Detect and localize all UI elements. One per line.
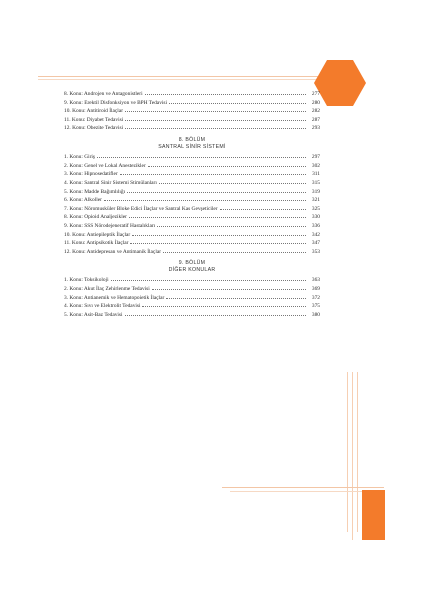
hexagon-ornament: [314, 60, 366, 106]
toc-entry[interactable]: [64, 239, 320, 248]
toc-entry-label: 10. Konu: Antitiroid İlaçlar: [64, 108, 123, 115]
toc-entry-page: 325: [311, 205, 320, 212]
header-rule-line-secondary: [38, 79, 318, 80]
leader-dots: [125, 124, 306, 129]
toc-entry-label: 2. Konu: Akut İlaç Zehirlenme Tedavisi: [64, 286, 150, 293]
toc-entry-label: 4. Konu: Sıvı ve Elektrolit Tedavisi: [64, 303, 141, 310]
toc-entry-label: 10. Konu: Antiepileptik İlaçlar: [64, 231, 131, 238]
toc-entry-label: 6. Konu: Alkoller: [64, 197, 102, 204]
orange-corner-block: [362, 490, 385, 540]
leader-dots: [127, 188, 306, 193]
toc-entry[interactable]: [64, 170, 320, 179]
toc-entry[interactable]: [64, 99, 320, 108]
toc-entry-page: 319: [311, 188, 320, 195]
toc-entry-page: 287: [311, 116, 320, 123]
toc-entry[interactable]: [64, 90, 320, 99]
table-of-contents: [64, 90, 320, 319]
toc-section-ssn: [64, 137, 320, 256]
leader-dots: [125, 311, 306, 316]
leader-dots: [152, 285, 306, 290]
toc-entry[interactable]: [64, 116, 320, 125]
leader-dots: [145, 90, 306, 95]
leader-dots: [120, 170, 306, 175]
leader-dots: [169, 99, 306, 104]
toc-entry[interactable]: [64, 196, 320, 205]
leader-dots: [220, 205, 306, 210]
footer-rule-line-secondary: [230, 491, 380, 492]
leader-dots: [148, 162, 306, 167]
chapter-title: DİĞER KONULAR: [168, 266, 216, 273]
toc-entry[interactable]: [64, 248, 320, 257]
decorative-vertical-line: [352, 372, 353, 540]
toc-entry-label: 4. Konu: Santral Sinir Sistemi Stimülanları: [64, 179, 157, 186]
leader-dots: [125, 116, 306, 121]
toc-entry-page: 280: [311, 99, 320, 106]
leader-dots: [166, 294, 306, 299]
toc-entry[interactable]: [64, 222, 320, 231]
leader-dots: [104, 196, 306, 201]
leader-dots: [97, 153, 306, 158]
toc-entry-page: 342: [311, 231, 320, 238]
toc-entry-page: 353: [311, 248, 320, 255]
toc-entry[interactable]: [64, 153, 320, 162]
toc-entry-page: 347: [311, 240, 320, 247]
toc-entry[interactable]: [64, 124, 320, 133]
leader-dots: [125, 107, 306, 112]
toc-entry-page: 315: [311, 179, 320, 186]
toc-entry-page: 282: [311, 108, 320, 115]
leader-dots: [163, 248, 306, 253]
toc-entry-label: 3. Konu: Antianemik ve Hematopoietik İlaçlar: [64, 294, 165, 301]
toc-entry[interactable]: [64, 231, 320, 240]
toc-entry-label: 9. Konu: Erektil Disfonksiyon ve BPH Tedavisi: [64, 99, 167, 106]
toc-entry-label: 5. Konu: Madde Bağımlılığı: [64, 188, 126, 195]
decorative-vertical-line: [357, 372, 358, 532]
toc-entry-label: 5. Konu: Asit-Baz Tedavisi: [64, 311, 123, 318]
toc-entry[interactable]: [64, 205, 320, 214]
toc-entry-label: 3. Konu: Hipnosedatifler: [64, 171, 118, 178]
toc-entry[interactable]: [64, 162, 320, 171]
toc-entry[interactable]: [64, 311, 320, 320]
toc-entry[interactable]: [64, 302, 320, 311]
toc-entry-label: 12. Konu: Obezite Tedavisi: [64, 125, 124, 132]
toc-entry-label: 8. Konu: Androjen ve Antagonistleri: [64, 91, 143, 97]
footer-rule-line: [222, 487, 384, 488]
leader-dots: [129, 213, 306, 218]
toc-entry-page: 321: [311, 197, 320, 204]
toc-entry-page: 369: [311, 286, 320, 293]
toc-entry-page: 297: [311, 154, 320, 161]
toc-entry[interactable]: [64, 107, 320, 116]
leader-dots: [111, 276, 306, 281]
toc-intro-list: [64, 90, 320, 133]
leader-dots: [130, 239, 306, 244]
toc-entry[interactable]: [64, 285, 320, 294]
toc-entry-label: 11. Konu: Antipsikotik İlaçlar: [64, 240, 129, 247]
leader-dots: [132, 231, 306, 236]
chapter-title: SANTRAL SİNİR SİSTEMİ: [158, 143, 226, 150]
toc-entry-label: 12. Konu: Antidepresan ve Antimanik İlaçlar: [64, 248, 162, 255]
toc-entry[interactable]: [64, 213, 320, 222]
toc-entry-page: 380: [311, 311, 320, 318]
toc-entry-page: 330: [311, 214, 320, 221]
toc-entry-label: 9. Konu: SSS Nörodejeneratif Hastalıkları: [64, 222, 156, 229]
toc-entry-page: 363: [311, 277, 320, 284]
toc-entry-page: 277: [311, 91, 320, 97]
toc-entry-page: 375: [311, 303, 320, 310]
toc-entry-label: 1. Konu: Toksikoloji: [64, 277, 109, 284]
toc-entry-label: 11. Konu: Diyabet Tedavisi: [64, 116, 124, 123]
toc-entry-page: 302: [311, 162, 320, 169]
toc-entry-label: 8. Konu: Opioid Analjezikler: [64, 214, 127, 221]
toc-entry-page: 293: [311, 125, 320, 132]
toc-entry[interactable]: [64, 179, 320, 188]
leader-dots: [142, 302, 306, 307]
toc-entry[interactable]: [64, 188, 320, 197]
header-rule-line: [38, 76, 326, 77]
leader-dots: [157, 222, 306, 227]
toc-entry-label: 7. Konu: Nöromusküler Bloke Edici İlaçlar ve Santral Kas Gevşeticiler: [64, 205, 218, 212]
chapter-heading: 8. BÖLÜM: [178, 136, 206, 143]
toc-section-other: [64, 260, 320, 319]
toc-entry-page: 372: [311, 294, 320, 301]
decorative-vertical-line: [347, 372, 348, 532]
chapter-heading: 9. BÖLÜM: [178, 260, 206, 267]
toc-entry[interactable]: [64, 294, 320, 303]
toc-entry[interactable]: [64, 276, 320, 285]
toc-entry-page: 311: [312, 171, 320, 178]
toc-entry-label: 2. Konu: Genel ve Lokal Anestezikler: [64, 162, 146, 169]
toc-entry-label: 1. Konu: Giriş: [64, 154, 95, 161]
leader-dots: [159, 179, 306, 184]
toc-entry-page: 336: [311, 222, 320, 229]
